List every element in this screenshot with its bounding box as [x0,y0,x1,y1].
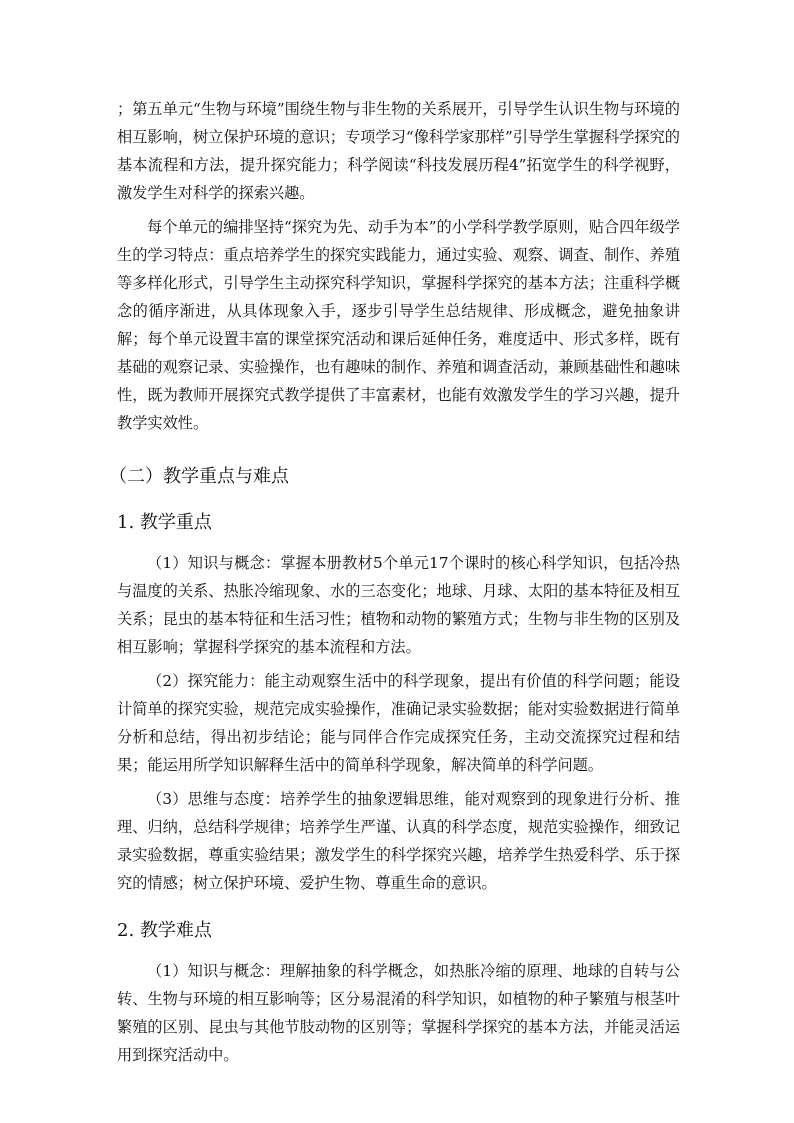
difficulty-item-knowledge: （1）知识与概念：理解抽象的科学概念，如热胀冷缩的原理、地球的自转与公转、生物与环境的相互影响等；区分易混淆的科学知识，如植物的种子繁殖与根茎叶繁殖的区别、昆虫与其他节肢动物的区别等；掌握科学探究的基本方法，并能灵活运用到探究活动中。 [117,962,680,1064]
focus-heading: 1. 教学重点 [117,512,212,533]
document-body [109,95,680,1069]
focus-item-inquiry: （2）探究能力：能主动观察生活中的科学现象，提出有价值的科学问题；能设计简单的探究实验，规范完成实验操作，准确记录实验数据；能对实验数据进行简单分析和总结，得出初步结论；能与同伴合作完成探究任务，主动交流探究过程和结果；能运用所学知识解释生活中的简单科学现象，解决简单的科学问题。 [117,672,680,774]
focus-item-attitude: （3）思维与态度：培养学生的抽象逻辑思维，能对观察到的现象进行分析、推理、归纳，总结科学规律；培养学生严谨、认真的科学态度，规范实验操作，细致记录实验数据，尊重实验结果；激发学生的科学探究兴趣，培养学生热爱科学、乐于探究的情感；树立保护环境、爱护生物、尊重生命的意识。 [117,790,680,892]
intro-paragraph-1: ；第五单元“生物与环境”围绕生物与非生物的关系展开，引导学生认识生物与环境的相互影响，树立保护环境的意识；专项学习“像科学家那样”引导学生掌握科学探究的基本流程和方法，提升探究能力；科学阅读“科技发展历程4”拓宽学生的科学视野，激发学生对科学的探索兴趣。 [117,100,680,202]
intro-paragraph-2: 每个单元的编排坚持“探究为先、动手为本”的小学科学教学原则，贴合四年级学生的学习特点：重点培养学生的探究实践能力，通过实验、观察、调查、制作、养殖等多样化形式，引导学生主动探究科学知识，掌握科学探究的基本方法；注重科学概念的循序渐进，从具体现象入手，逐步引导学生总结规律、形成概念，避免抽象讲解；每个单元设置丰富的课堂探究活动和课后延伸任务，难度适中、形式多样，既有基础的观察记录、实验操作，也有趣味的制作、养殖和调查活动，兼顾基础性和趣味性，既为教师开展探究式教学提供了丰富素材，也能有效激发学生的学习兴趣，提升教学实效性。 [117,218,680,432]
section-title: （二）教学重点与难点 [109,466,289,487]
focus-item-knowledge: （1）知识与概念：掌握本册教材5个单元17个课时的核心科学知识，包括冷热与温度的关系、热胀冷缩现象、水的三态变化；地球、月球、太阳的基本特征及相互关系；昆虫的基本特征和生活习性；植物和动物的繁殖方式；生物与非生物的区别及相互影响；掌握科学探究的基本流程和方法。 [117,554,680,656]
difficulty-heading: 2. 教学难点 [117,920,212,941]
